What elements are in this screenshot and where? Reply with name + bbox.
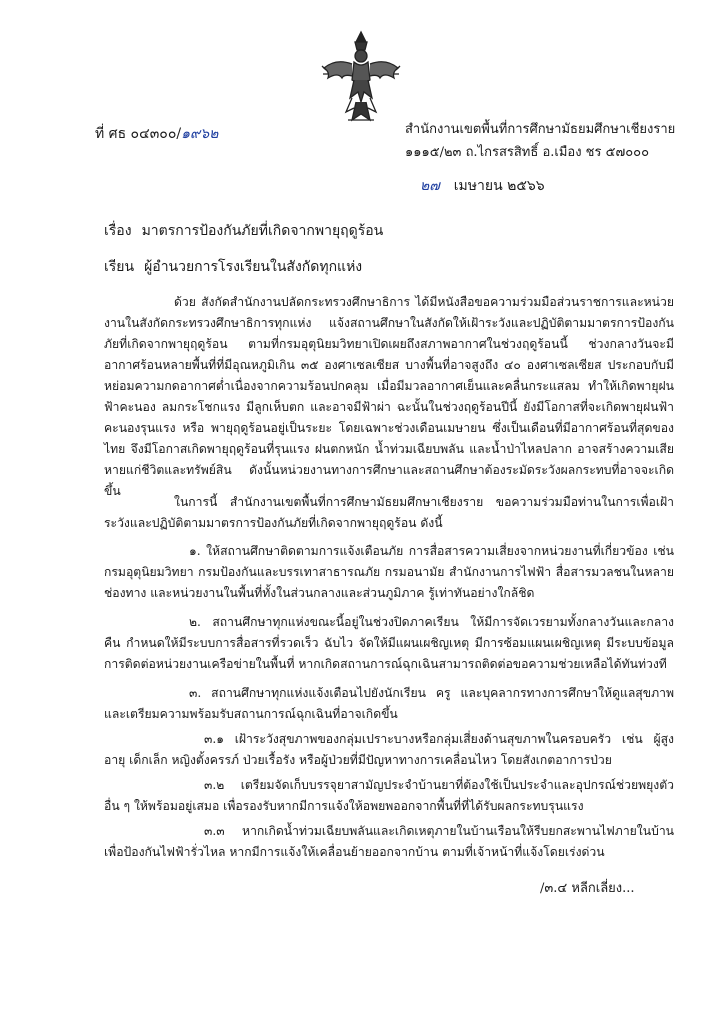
measure-subitem-3-3: ๓.๓ หากเกิดน้ำท่วมเฉียบพลันและเกิดเหตุภายในบ้านเรือนให้รีบยกสะพานไฟภายในบ้าน เพื่อป้องกันไฟฟ้ารั่วไหล หากมีการแจ้งให้เคลื่อนย้ายออกจากบ้าน ตามที่เจ้าหน้าที่แจ้งโดยเร่งด่วน	[104, 824, 674, 859]
document-date	[420, 175, 545, 197]
sender-address-line: ๑๑๑๕/๒๓ ถ.ไกรสรสิทธิ์ อ.เมือง ชร ๕๗๐๐๐	[405, 145, 650, 160]
continued-marker: /๓.๔ หลีกเลี่ยง...	[540, 881, 635, 896]
measure-subitem-3-1: ๓.๑ เฝ้าระวังสุขภาพของกลุ่มเปราะบางหรือกลุ่มเสี่ยงด้านสุขภาพในครอบครัว เช่น ผู้สูงอายุ เด็กเล็ก หญิงตั้งครรภ์ ป่วยเรื้อรัง หรือผู้ป่วยที่มีปัญหาทางการเคลื่อนไหว โดยสังเกตอาการป่วย	[104, 732, 674, 767]
subject-label: เรื่อง	[104, 223, 132, 239]
document-reference-number	[95, 123, 218, 145]
recipient-line	[104, 256, 362, 278]
measure-subitem-3-2: ๓.๒ เตรียมจัดเก็บบรรจุยาสามัญประจำบ้านยาที่ต้องใช้เป็นประจำและอุปกรณ์ช่วยพยุงตัวอื่น ๆ ให้พร้อมอยู่เสมอ เพื่อรองรับหากมีการแจ้งให้อพยพออกจากพื้นที่ที่ได้รับผลกระทบรุนแรง	[104, 778, 674, 813]
sender-org-name: สำนักงานเขตพื้นที่การศึกษามัธยมศึกษาเชียงราย	[405, 122, 676, 137]
date-month-year: เมษายน ๒๕๖๖	[453, 178, 545, 194]
body-paragraph-2: ในการนี้ สำนักงานเขตพื้นที่การศึกษามัธยมศึกษาเชียงราย ขอความร่วมมือท่านในการเพื่อเฝ้าระวังและปฏิบัติตามมาตรการป้องกันภัยที่เกิดจากพายุฤดูร้อน ดังนี้	[104, 495, 674, 530]
reference-prefix: ที่ ศธ ๐๔๓๐๐/	[95, 126, 182, 142]
garuda-emblem-icon	[318, 28, 404, 128]
date-day-handwritten: ๒๗	[420, 178, 440, 194]
measure-item-1: ๑. ให้สถานศึกษาติดตามการแจ้งเตือนภัย การสื่อสารความเสี่ยงจากหน่วยงานที่เกี่ยวข้อง เช่นกรมอุตุนิยมวิทยา กรมป้องกันและบรรเทาสาธารณภัย กรมอนามัย สำนักงานการไฟฟ้า สื่อสารมวลชนในหลายช่องทาง และหน่วยงานในพื้นที่ทั้งในส่วนกลางและส่วนภูมิภาค รู้เท่าทันอย่างใกล้ชิด	[104, 544, 674, 600]
measure-item-2: ๒. สถานศึกษาทุกแห่งขณะนี้อยู่ในช่วงปิดภาคเรียน ให้มีการจัดเวรยามทั้งกลางวันและกลางคืน กำหนดให้มีระบบการสื่อสารที่รวดเร็ว ฉับไว จัดให้มีแผนเผชิญเหตุ มีการซ้อมแผนเผชิญเหตุ มีระบบข้อมูลการติดต่อหน่วยงานเครือข่ายในพื้นที่ หากเกิดสถานการณ์ฉุกเฉินสามารถติดต่อขอความช่วยเหลือได้ทันท่วงที	[104, 615, 674, 671]
measure-item-3: ๓. สถานศึกษาทุกแห่งแจ้งเตือนไปยังนักเรียน ครู และบุคลากรทางการศึกษาให้ดูแลสุขภาพและเตรียมความพร้อมรับสถานการณ์ฉุกเฉินที่อาจเกิดขึ้น	[104, 686, 674, 721]
body-paragraph-1: ด้วย สังกัดสำนักงานปลัดกระทรวงศึกษาธิการ ได้มีหนังสือขอความร่วมมือส่วนราชการและหน่วยงานในสังกัดกระทรวงศึกษาธิการทุกแห่ง แจ้งสถานศึกษาในสังกัดให้เฝ้าระวังและปฏิบัติตามมาตรการป้องกันภัยที่เกิดจากพายุฤดูร้อน ตามที่กรมอุตุนิยมวิทยาเปิดเผยถึงสภาพอากาศในช่วงฤดูร้อนนี้ ช่วงกลางวันจะมีอากาศร้อนหลายพื้นที่ที่มีอุณหภูมิเกิน ๓๕ องศาเซลเซียส บางพื้นที่อาจสูงถึง ๔๐ องศาเซลเซียส ประกอบกับมีหย่อมความกดอากาศต่ำเนื่องจากความร้อนปกคลุม เมื่อมีมวลอากาศเย็นและคลื่นกระแสลม ทำให้เกิดพายุฝนฟ้าคะนอง ลมกระโชกแรง มีลูกเห็บตก และอาจมีฟ้าผ่า ฉะนั้นในช่วงฤดูร้อนปีนี้ ยังมีโอกาสที่จะเกิดพายุฝนฟ้าคะนองรุนแรง หรือ พายุฤดูร้อนอยู่เป็นระยะ โดยเฉพาะช่วงเดือนเมษายน ซึ่งเป็นเดือนที่มีอากาศร้อนที่สุดของไทย จึงมีโอกาสเกิดพายุฤดูร้อนที่รุนแรง ฝนตกหนัก น้ำท่วมเฉียบพลัน และน้ำป่าไหลปลาก อาจสร้างความเสียหายแก่ชีวิตและทรัพย์สิน ดังนั้นหน่วยงานทางการศึกษาและสถานศึกษาต้องระมัดระวังผลกระทบที่อาจจะเกิดขึ้น	[104, 295, 674, 498]
sender-address	[405, 118, 675, 164]
subject-line	[104, 220, 383, 242]
subject-text: มาตรการป้องกันภัยที่เกิดจากพายุฤดูร้อน	[141, 223, 384, 239]
recipient-label: เรียน	[104, 259, 135, 275]
recipient-text: ผู้อำนวยการโรงเรียนในสังกัดทุกแห่ง	[144, 259, 363, 275]
reference-handwritten-number: ๑๙๖๒	[181, 126, 219, 142]
